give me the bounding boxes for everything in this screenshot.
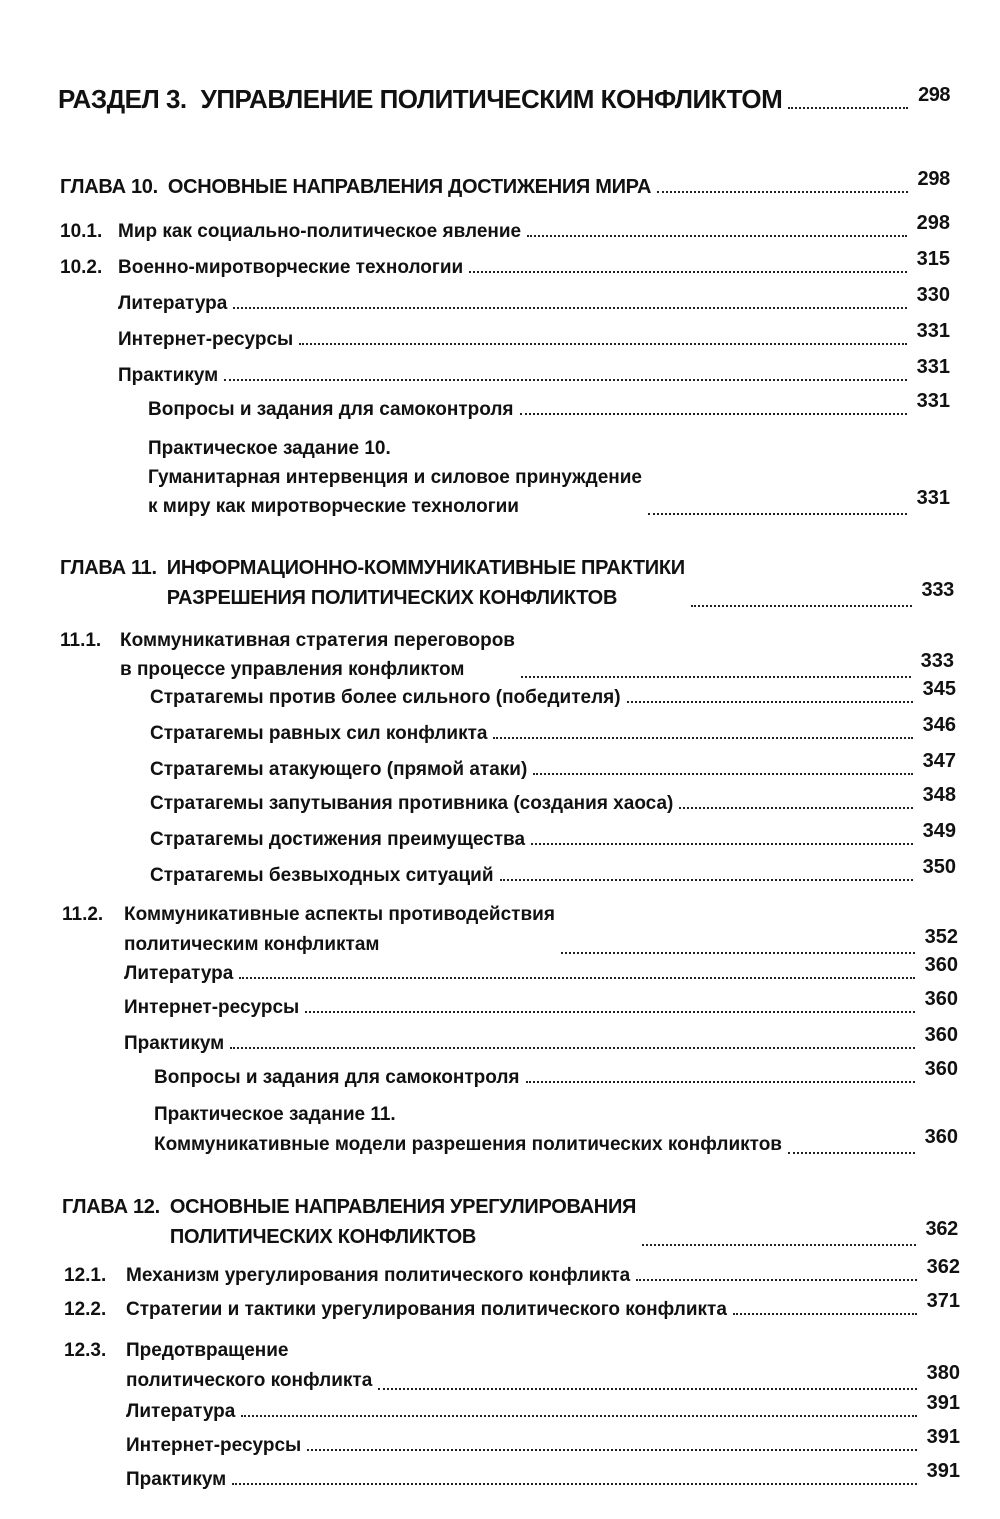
chapter-label: ГЛАВА 12. <box>62 1196 160 1218</box>
dot-leader <box>526 1081 915 1083</box>
page-number: 345 <box>922 678 956 700</box>
entry-title: Стратагемы безвыходных ситуаций <box>150 865 494 886</box>
toc-entry-12-practicum <box>126 1460 960 1491</box>
dot-leader <box>691 605 912 607</box>
page-number: 298 <box>917 168 950 190</box>
entry-number: 12.1. <box>64 1265 107 1286</box>
toc-entry-11-stratagem-3 <box>150 750 956 781</box>
chapter-label: ГЛАВА 10. <box>60 176 158 198</box>
page-number: 347 <box>922 750 956 772</box>
entry-title: Интернет-ресурсы <box>124 997 300 1018</box>
entry-title: Литература <box>126 1401 236 1422</box>
toc-entry-10-task <box>148 434 950 521</box>
page-number: 315 <box>916 248 950 270</box>
dot-leader <box>241 1415 916 1417</box>
chapter-title: ОСНОВНЫЕ НАПРАВЛЕНИЯ УРЕГУЛИРОВАНИЯ ПОЛИТИЧЕСКИХ КОНФЛИКТОВ <box>169 1196 637 1248</box>
dot-leader <box>527 235 907 237</box>
dot-leader <box>378 1388 916 1390</box>
page-number: 352 <box>924 926 958 948</box>
chapter-label: ГЛАВА 11. <box>60 557 157 579</box>
dot-leader <box>531 843 913 845</box>
dot-leader <box>521 676 911 678</box>
dot-leader <box>520 413 907 415</box>
dot-leader <box>493 737 912 739</box>
toc-chapter-12 <box>62 1192 958 1252</box>
toc-entry-10-literature <box>118 284 950 315</box>
page-number: 360 <box>924 1126 958 1148</box>
page-number: 360 <box>924 1058 958 1080</box>
toc-entry-10-2 <box>60 248 950 279</box>
entry-title: Практикум <box>118 365 219 386</box>
page-number: 362 <box>925 1218 958 1240</box>
toc-entry-12-2 <box>64 1290 960 1321</box>
page-number: 333 <box>921 579 954 601</box>
entry-number: 12.3. <box>64 1340 107 1361</box>
page-number: 391 <box>926 1392 960 1414</box>
entry-title: Стратагемы равных сил конфликта <box>150 723 488 744</box>
page-number: 360 <box>924 954 958 976</box>
toc-entry-11-stratagem-5 <box>150 820 956 851</box>
toc-chapter-10 <box>60 168 950 199</box>
dot-leader <box>307 1449 916 1451</box>
toc-entry-10-questions <box>148 390 950 421</box>
dot-leader <box>305 1011 914 1013</box>
entry-number: 12.2. <box>64 1299 107 1320</box>
page-number: 371 <box>926 1290 960 1312</box>
dot-leader <box>788 1152 915 1154</box>
toc-entry-10-1 <box>60 212 950 243</box>
toc-entry-12-literature <box>126 1392 960 1423</box>
dot-leader <box>642 1244 915 1246</box>
chapter-title: ИНФОРМАЦИОННО-КОММУНИКАТИВНЫЕ ПРАКТИКИ РАЗРЕШЕНИЯ ПОЛИТИЧЕСКИХ КОНФЛИКТОВ <box>166 557 685 609</box>
dot-leader <box>500 879 913 881</box>
dot-leader <box>224 379 906 381</box>
entry-title: Интернет-ресурсы <box>118 329 294 350</box>
entry-title: Практикум <box>124 1033 225 1054</box>
entry-title: Стратагемы против более сильного (победителя) <box>150 687 621 708</box>
entry-title: Мир как социально-политическое явление <box>118 221 522 242</box>
page-number: 346 <box>922 714 956 736</box>
dot-leader <box>233 307 906 309</box>
dot-leader <box>788 107 908 109</box>
dot-leader <box>469 271 906 273</box>
entry-title: Вопросы и задания для самоконтроля <box>154 1067 520 1088</box>
page-number: 362 <box>926 1256 960 1278</box>
toc-entry-11-stratagem-1 <box>150 678 956 709</box>
page-number: 349 <box>922 820 956 842</box>
entry-title: Военно-миротворческие технологии <box>118 257 464 278</box>
toc-chapter-11 <box>60 553 954 613</box>
dot-leader <box>239 977 914 979</box>
toc-entry-10-practicum <box>118 356 950 387</box>
page-number: 331 <box>916 356 950 378</box>
dot-leader <box>627 701 913 703</box>
dot-leader <box>679 807 912 809</box>
entry-title: Литература <box>124 963 234 984</box>
toc-entry-11-1 <box>60 626 954 684</box>
entry-title: Стратагемы достижения преимущества <box>150 829 526 850</box>
page-number: 331 <box>916 487 950 509</box>
section-label: РАЗДЕЛ 3. <box>58 84 187 114</box>
page-number: 350 <box>922 856 956 878</box>
toc-entry-11-stratagem-6 <box>150 856 956 887</box>
page-number: 330 <box>916 284 950 306</box>
entry-title: Стратагемы запутывания противника (создания хаоса) <box>150 793 674 814</box>
toc-entry-12-3 <box>64 1336 960 1396</box>
entry-number: 10.1. <box>60 221 103 242</box>
dot-leader <box>733 1313 917 1315</box>
dot-leader <box>561 952 915 954</box>
entry-title: Интернет-ресурсы <box>126 1435 302 1456</box>
page-number: 391 <box>926 1426 960 1448</box>
page-number: 348 <box>922 784 956 806</box>
dot-leader <box>230 1047 914 1049</box>
toc-entry-11-practicum <box>124 1024 958 1055</box>
entry-number: 11.2. <box>62 904 104 925</box>
dot-leader <box>636 1279 916 1281</box>
chapter-title: ОСНОВНЫЕ НАПРАВЛЕНИЯ ДОСТИЖЕНИЯ МИРА <box>167 176 652 198</box>
dot-leader <box>299 343 906 345</box>
toc-section-3 <box>58 84 950 115</box>
page-number: 298 <box>918 84 950 106</box>
toc-entry-11-literature <box>124 954 958 985</box>
entry-title: Коммуникативная стратегия переговоров в процессе управления конфликтом <box>120 630 515 680</box>
entry-title: Предотвращение политического конфликта <box>126 1340 373 1391</box>
toc-entry-11-stratagem-4 <box>150 784 956 815</box>
toc-entry-12-1 <box>64 1256 960 1287</box>
entry-title: Стратагемы атакующего (прямой атаки) <box>150 759 528 780</box>
page-number: 360 <box>924 1024 958 1046</box>
toc-entry-11-2 <box>62 900 958 960</box>
entry-number: 11.1. <box>60 630 102 651</box>
entry-title: Литература <box>118 293 228 314</box>
toc-entry-10-internet <box>118 320 950 351</box>
section-title: УПРАВЛЕНИЕ ПОЛИТИЧЕСКИМ КОНФЛИКТОМ <box>200 84 783 114</box>
page-number: 360 <box>924 988 958 1010</box>
page-number: 333 <box>920 650 954 672</box>
toc-entry-12-internet <box>126 1426 960 1457</box>
dot-leader <box>648 513 907 515</box>
page-number: 298 <box>916 212 950 234</box>
entry-title: Практикум <box>126 1469 227 1490</box>
entry-title: Коммуникативные аспекты противодействия политическим конфликтам <box>124 904 555 955</box>
dot-leader <box>657 191 907 193</box>
page-number: 380 <box>926 1362 960 1384</box>
entry-title: Практическое задание 11. Коммуникативные модели разрешения политических конфликтов <box>154 1104 782 1155</box>
dot-leader <box>533 773 912 775</box>
toc-entry-11-questions <box>154 1058 958 1089</box>
toc-entry-11-task <box>154 1100 958 1160</box>
page-number: 331 <box>916 320 950 342</box>
page-number: 331 <box>916 390 950 412</box>
entry-title: Вопросы и задания для самоконтроля <box>148 399 514 420</box>
toc-entry-11-stratagem-2 <box>150 714 956 745</box>
entry-title: Практическое задание 10. Гуманитарная интервенция и силовое принуждение к миру как миротворческие технологии <box>148 438 642 517</box>
entry-title: Стратегии и тактики урегулирования политического конфликта <box>126 1299 727 1320</box>
entry-number: 10.2. <box>60 257 103 278</box>
dot-leader <box>232 1483 916 1485</box>
toc-entry-11-internet <box>124 988 958 1019</box>
page-number: 391 <box>926 1460 960 1482</box>
entry-title: Механизм урегулирования политического конфликта <box>126 1265 631 1286</box>
